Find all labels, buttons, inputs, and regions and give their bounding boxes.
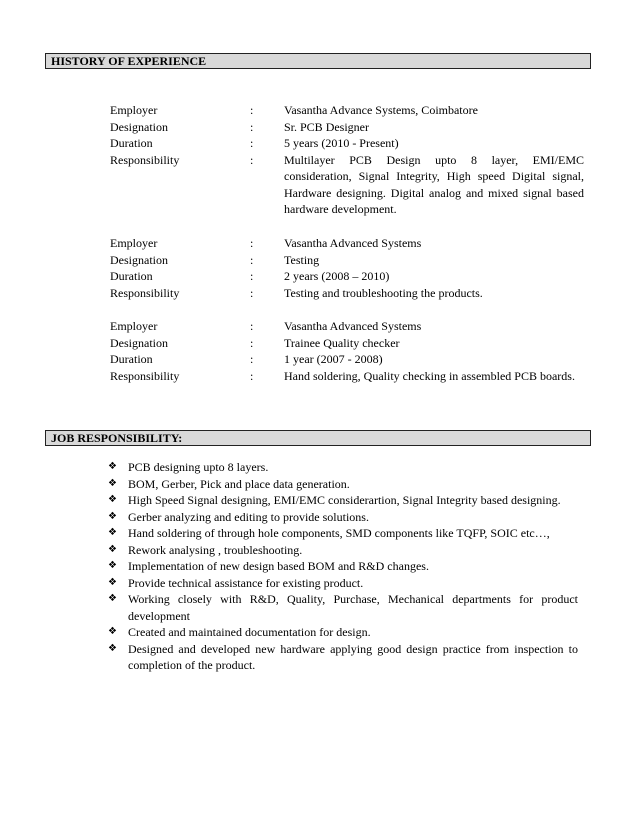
employer-value: Vasantha Advanced Systems — [284, 236, 422, 250]
duration-label: Duration — [110, 352, 153, 366]
duration-value: 5 years (2010 - Present) — [284, 136, 399, 150]
responsibility-label: Responsibility — [110, 368, 180, 383]
designation-row — [110, 119, 590, 136]
list-item — [108, 575, 578, 592]
list-item — [108, 591, 578, 624]
separator: : — [250, 285, 254, 300]
employer-row — [110, 235, 590, 252]
employer-row — [110, 318, 590, 335]
diamond-bullet-icon: ❖ — [108, 461, 117, 472]
list-item-text: BOM, Gerber, Pick and place data generation. — [128, 476, 350, 491]
duration-label: Duration — [110, 269, 153, 283]
list-item-text: Hand soldering of through hole components, SMD components like TQFP, SOIC etc…, — [128, 526, 550, 540]
experience-entry — [110, 235, 590, 301]
separator: : — [250, 119, 254, 134]
list-item — [108, 542, 578, 559]
duration-value: 2 years (2008 – 2010) — [284, 269, 390, 283]
responsibility-row — [110, 368, 590, 385]
diamond-bullet-icon: ❖ — [108, 593, 117, 604]
diamond-bullet-icon: ❖ — [108, 560, 117, 571]
separator: : — [250, 269, 254, 283]
duration-label: Duration — [110, 136, 153, 150]
diamond-bullet-icon: ❖ — [108, 576, 117, 588]
separator: : — [250, 152, 254, 167]
separator: : — [250, 236, 254, 250]
designation-row — [110, 252, 590, 269]
list-item — [108, 558, 578, 575]
diamond-bullet-icon: ❖ — [108, 642, 117, 654]
list-item — [108, 641, 578, 674]
separator: : — [250, 368, 254, 383]
employer-label: Employer — [110, 103, 158, 117]
duration-value: 1 year (2007 - 2008) — [284, 352, 383, 366]
history-of-experience-heading: HISTORY OF EXPERIENCE — [45, 53, 591, 69]
designation-row — [110, 335, 590, 352]
responsibility-row — [110, 152, 590, 218]
list-item-text: Created and maintained documentation for design. — [128, 625, 371, 639]
list-item — [108, 509, 578, 526]
duration-row — [110, 351, 590, 368]
diamond-bullet-icon: ❖ — [108, 494, 117, 505]
list-item-text: PCB designing upto 8 layers. — [128, 460, 269, 474]
responsibility-label: Responsibility — [110, 285, 180, 300]
duration-row — [110, 268, 590, 285]
list-item — [108, 525, 578, 542]
job-responsibility-heading: JOB RESPONSIBILITY: — [45, 430, 591, 446]
experience-entry — [110, 102, 590, 218]
separator: : — [250, 352, 254, 366]
designation-value: Trainee Quality checker — [284, 335, 400, 350]
list-item-text: Provide technical assistance for existing product. — [128, 575, 364, 590]
separator: : — [250, 103, 254, 117]
separator: : — [250, 319, 254, 333]
responsibility-value: Hand soldering, Quality checking in assembled PCB boards. — [284, 368, 575, 383]
list-item — [108, 476, 578, 493]
employer-value: Vasantha Advance Systems, Coimbatore — [284, 103, 478, 117]
list-item-text: Implementation of new design based BOM and R&D changes. — [128, 559, 429, 573]
designation-label: Designation — [110, 252, 168, 267]
job-responsibility-list — [108, 459, 578, 674]
separator: : — [250, 252, 254, 267]
list-item-text: Rework analysing , troubleshooting. — [128, 542, 303, 557]
employer-row — [110, 102, 590, 119]
list-item — [108, 492, 578, 509]
diamond-bullet-icon: ❖ — [108, 477, 117, 489]
list-item-text: Designed and developed new hardware applying good design practice from inspection to completion of the product. — [128, 641, 578, 672]
separator: : — [250, 136, 254, 150]
duration-row — [110, 135, 590, 152]
diamond-bullet-icon: ❖ — [108, 527, 117, 538]
employer-label: Employer — [110, 319, 158, 333]
designation-label: Designation — [110, 119, 168, 134]
diamond-bullet-icon: ❖ — [108, 543, 117, 555]
employer-value: Vasantha Advanced Systems — [284, 319, 422, 333]
diamond-bullet-icon: ❖ — [108, 626, 117, 637]
diamond-bullet-icon: ❖ — [108, 510, 117, 522]
designation-value: Sr. PCB Designer — [284, 119, 370, 134]
employer-label: Employer — [110, 236, 158, 250]
designation-value: Testing — [284, 252, 320, 267]
responsibility-value: Testing and troubleshooting the products. — [284, 285, 483, 300]
designation-label: Designation — [110, 335, 168, 350]
list-item-text: High Speed Signal designing, EMI/EMC considerartion, Signal Integrity based designing. — [128, 493, 561, 507]
list-item-text: Working closely with R&D, Quality, Purchase, Mechanical departments for product development — [128, 592, 578, 623]
responsibility-row — [110, 285, 590, 302]
responsibility-value: Multilayer PCB Design upto 8 layer, EMI/EMC consideration, Signal Integrity, High speed Digital signal, Hardware designing. Digital analog and mixed signal based hardware development. — [284, 152, 584, 216]
list-item-text: Gerber analyzing and editing to provide solutions. — [128, 509, 369, 524]
responsibility-label: Responsibility — [110, 152, 180, 167]
list-item — [108, 459, 578, 476]
experience-entry — [110, 318, 590, 384]
separator: : — [250, 335, 254, 350]
list-item — [108, 624, 578, 641]
